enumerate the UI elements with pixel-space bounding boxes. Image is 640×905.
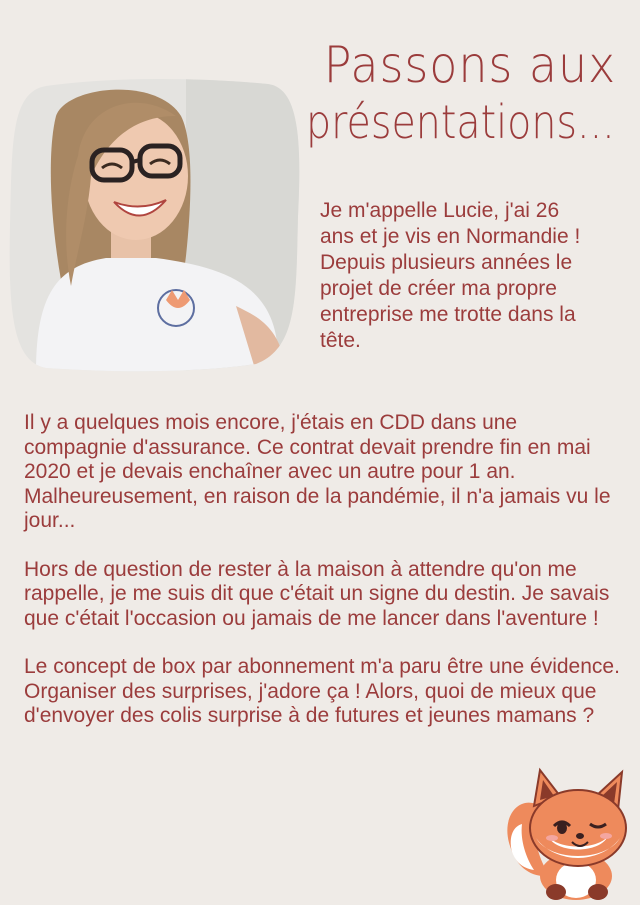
- body-text: [24, 411, 624, 753]
- title-line-1: Passons aux: [323, 36, 617, 94]
- fox-mascot-icon: [500, 766, 636, 902]
- title-line-2: présentations...: [306, 95, 615, 149]
- paragraph: Il y a quelques mois encore, j'étais en CDD dans une compagnie d'assurance. Ce contrat devait prendre fin en mai 2020 et je devais enchaîner avec un autre pour 1 an. Malheureusement, en raison de la pandémie, il n'a jamais vu le jour...: [24, 411, 611, 532]
- page-title: [300, 36, 640, 150]
- intro-text: Je m'appelle Lucie, j'ai 26 ans et je vis en Normandie ! Depuis plusieurs années le projet de créer ma propre entreprise me trotte dans la tête.: [320, 199, 581, 352]
- paragraph: Hors de question de rester à la maison à attendre qu'on me rappelle, je me suis dit que c'était un signe du destin. Je savais que c'était l'occasion ou jamais de me lancer dans l'aventure !: [24, 557, 610, 630]
- paragraph: Le concept de box par abonnement m'a paru être une évidence. Organiser des surprises, j'adore ça ! Alors, quoi de mieux que d'envoyer des colis surprise à de futures et jeunes mamans ?: [24, 655, 620, 727]
- portrait-photo: [6, 76, 302, 372]
